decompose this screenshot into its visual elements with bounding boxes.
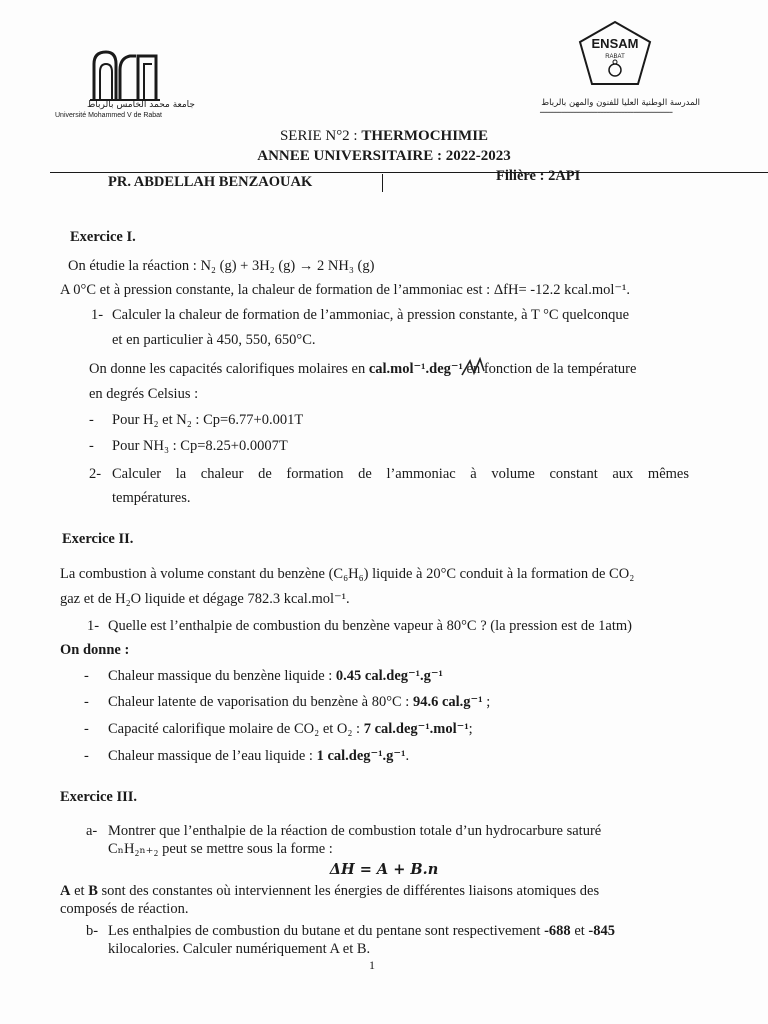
- ex1-q2-line2: températures.: [112, 490, 191, 506]
- ab-et: et: [70, 883, 89, 899]
- ex2-data3: [108, 720, 473, 738]
- bullet-dash: -: [84, 694, 89, 710]
- ex3-formula: ΔH = A + B.n: [329, 861, 439, 878]
- ex3-title: Exercice III.: [60, 789, 138, 805]
- cp-intro-text-end: en fonction de la température: [462, 361, 637, 377]
- bullet-dash: -: [89, 438, 94, 454]
- um5-arabic-name: جامعة محمد الخامس بالرباط: [86, 100, 195, 110]
- ex2-line2: gaz et de H₂O liquide et dégage 782.3 kcal.mol⁻¹.: [60, 591, 350, 607]
- header-vertical-divider: [382, 174, 383, 192]
- annee-universitaire: ANNEE UNIVERSITAIRE : 2022-2023: [257, 148, 511, 164]
- ex1-q1-line1: Calculer la chaleur de formation de l’ammoniac, à pression constante, à T °C quelconque: [112, 307, 630, 323]
- ex2-line1: La combustion à volume constant du benzène (C₆H₆) liquide à 20°C conduit à la formation de CO₂: [60, 566, 635, 582]
- b-line1-text: Les enthalpies de combustion du butane et du pentane sont respectivement: [108, 923, 545, 939]
- data1-label: Chaleur massique du benzène liquide :: [108, 668, 336, 684]
- ex1-cp-h2n2: Pour H₂ et N₂ : Cp=6.77+0.001T: [112, 412, 304, 428]
- serie-line: [0, 126, 768, 146]
- data3-end: ;: [468, 721, 473, 737]
- serie-prefix: SERIE N°2 :: [279, 128, 362, 144]
- ex3-b-number: b-: [86, 923, 99, 939]
- ex3-a-line2: CₙH₂ₙ₊₂ peut se mettre sous la forme :: [108, 841, 333, 857]
- cp-intro-text: On donne les capacités calorifiques molaires en: [89, 361, 369, 377]
- constant-b: B: [88, 883, 98, 899]
- ex1-reaction: On étudie la réaction : N₂ (g) + 3H₂ (g) → 2 NH₃ (g): [68, 258, 375, 274]
- ex2-data4: [108, 747, 409, 765]
- um5-logo: [55, 50, 215, 130]
- ex1-context: A 0°C et à pression constante, la chaleur de formation de l’ammoniac est : ΔfH= -12.2 kcal.mol⁻¹.: [60, 282, 631, 298]
- ensam-badge-subtext: RABAT: [605, 54, 625, 60]
- ex2-title: Exercice II.: [62, 531, 134, 547]
- ex2-q1: Quelle est l’enthalpie de combustion du benzène vapeur à 80°C ? (la pression est de 1atm): [108, 618, 633, 634]
- ensam-emblem-icon: [578, 20, 652, 90]
- ex2-data1: [108, 667, 443, 685]
- ensam-badge-text: ENSAM: [591, 36, 639, 51]
- professor-name: PR. ABDELLAH BENZAOUAK: [108, 174, 313, 190]
- b-et: et: [570, 923, 589, 939]
- data4-label: Chaleur massique de l’eau liquide :: [108, 748, 317, 764]
- pentane-enthalpy: -845: [588, 923, 615, 939]
- constant-a: A: [60, 883, 71, 899]
- bullet-dash: -: [89, 412, 94, 428]
- ex2-data2: [108, 693, 490, 711]
- ex1-cp-intro: [89, 360, 636, 378]
- ex3-ab-line1: [60, 882, 599, 900]
- bullet-dash: -: [84, 668, 89, 684]
- data2-label: Chaleur latente de vaporisation du benzène à 80°C :: [108, 694, 413, 710]
- data3-label: Capacité calorifique molaire de CO₂ et O₂ :: [108, 721, 364, 737]
- data2-value: 94.6 cal.g⁻¹: [412, 694, 483, 710]
- data4-end: .: [405, 748, 410, 764]
- data1-value: 0.45 cal.deg⁻¹.g⁻¹: [335, 668, 443, 684]
- ex2-q1-number: 1-: [87, 618, 100, 634]
- page-number: 1: [369, 958, 375, 972]
- ab-rest: sont des constantes où interviennent les énergies de différentes liaisons atomiques des: [97, 883, 600, 899]
- ex3-ab-line2: composés de réaction.: [60, 901, 189, 917]
- ex1-cp-nh3: Pour NH₃ : Cp=8.25+0.0007T: [112, 438, 288, 454]
- bullet-dash: -: [84, 721, 89, 737]
- ex3-a-number: a-: [86, 823, 98, 839]
- ex1-q2-line1: Calculer la chaleur de formation de l’ammoniac à volume constant aux mêmes: [112, 466, 689, 482]
- ex3-a-line1: Montrer que l’enthalpie de la réaction de combustion totale d’un hydrocarbure saturé: [108, 823, 602, 839]
- bullet-dash: -: [84, 748, 89, 764]
- ex1-q1-number: 1-: [91, 307, 104, 323]
- ex1-title: Exercice I.: [70, 229, 136, 245]
- ex1-q2-number: 2-: [89, 466, 102, 482]
- ensam-logo: [540, 20, 700, 120]
- ex3-b-line2: kilocalories. Calculer numériquement A et B.: [108, 941, 371, 957]
- header-divider: [50, 172, 768, 173]
- um5-french-name: Université Mohammed V de Rabat: [55, 112, 162, 119]
- um5-emblem-icon: [90, 50, 160, 102]
- ensam-arabic-name: المدرسة الوطنية العليا للفنون والمهن بالرباط: [541, 98, 700, 108]
- data3-value: 7 cal.deg⁻¹.mol⁻¹: [363, 721, 469, 737]
- ex3-b-line1: [108, 922, 615, 940]
- data4-value: 1 cal.deg⁻¹.g⁻¹: [316, 748, 406, 764]
- ex1-q1-line2: et en particulier à 450, 550, 650°C.: [112, 332, 316, 348]
- serie-title: THERMOCHIMIE: [361, 128, 489, 144]
- cp-unit: cal.mol⁻¹.deg⁻¹: [368, 361, 463, 377]
- ensam-french-name: ━━━━━━━━━━━━━━━━━━━━━━━━━━━━━━━━━━━━━━━━━━━━: [540, 110, 673, 116]
- data2-end: ;: [482, 694, 491, 710]
- document-title: [0, 126, 768, 166]
- strikethrough-scribble-icon: [460, 357, 486, 379]
- butane-enthalpy: -688: [544, 923, 571, 939]
- filiere: Filière : 2API: [496, 168, 581, 184]
- annee-line: [0, 146, 768, 166]
- ex2-on-donne: On donne :: [60, 642, 130, 658]
- ex1-cp-intro-line2: en degrés Celsius :: [89, 386, 199, 402]
